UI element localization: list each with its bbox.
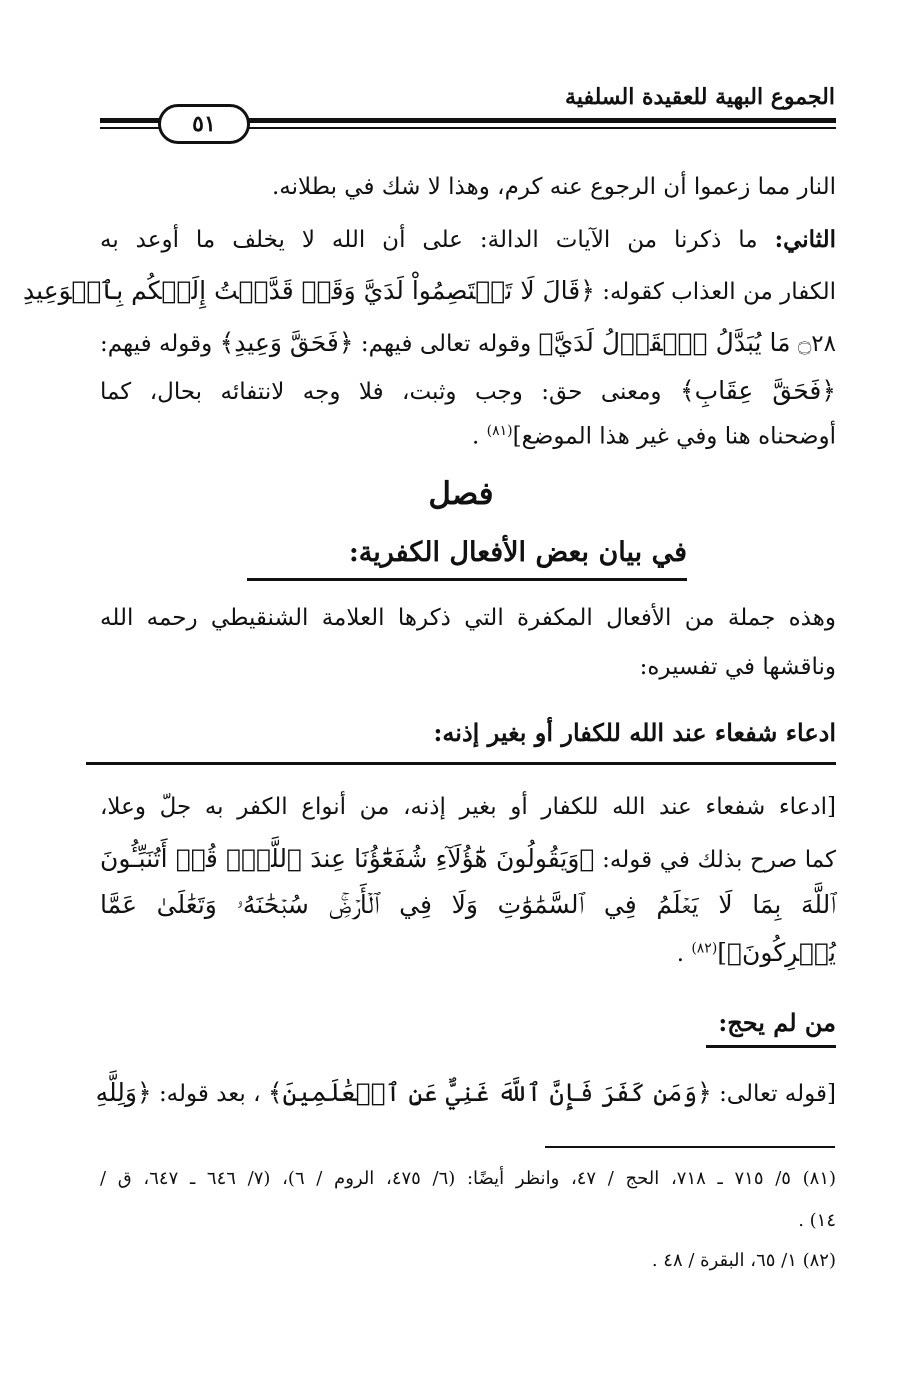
running-title: الجموع البهية للعقيدة السلفية [565, 84, 835, 110]
footnote-text: (٨٢) ١/ ٦٥، البقرة / ٤٨ . [651, 1250, 836, 1271]
body-text: ومعنى حق: وجب وثبت، فلا وجه لانتفائه بحال، كما [100, 379, 662, 405]
footnote-text: ١٤) . [798, 1210, 836, 1231]
quran-text: ﴿فَحَقَّ عِقَابِ﴾ [679, 376, 836, 405]
subsection-underline [86, 762, 836, 765]
footnote-ref[interactable]: (٨٢) [691, 940, 718, 957]
body-text: ما ذكرنا من الآيات الدالة: على أن الله لا يخلف ما أوعد به [100, 227, 758, 253]
body-text: . [472, 423, 480, 450]
quran-text: ﴿قَالَ لَا تَخۡتَصِمُواْ لَدَيَّ وَقَدۡ قَدَّمۡتُ إِلَيۡكُم بِٱلۡوَعِيدِ [23, 276, 595, 305]
body-text: النار مما زعموا أن الرجوع عنه كرم، وهذا لا شك في بطلانه. [271, 174, 836, 200]
quran-text: ﴿فَحَقَّ وَعِيدِ﴾ [219, 328, 354, 357]
quran-text: ٱللَّهَ بِمَا لَا يَعۡلَمُ فِي ٱلسَّمَٰوَٰتِ وَلَا فِي ٱلۡأَرۡضِۚ سُبۡحَٰنَهُۥ وَتَعَٰلَىٰ عَمَّا [100, 890, 836, 919]
footnote-text: (٨١) ٥/ ٧١٥ ـ ٧١٨، الحج / ٤٧، وانظر أيضًا: (٦/ ٤٧٥، الروم / ٦)، (٧/ ٦٤٦ ـ ٦٤٧، ق / [100, 1168, 837, 1189]
body-line [95, 1078, 836, 1107]
body-line [100, 424, 836, 449]
ayah-marker: ۝٢٨ [797, 331, 837, 357]
body-text: [قوله تعالى: [719, 1081, 836, 1107]
body-line [100, 607, 836, 630]
subsection-underline [706, 1045, 836, 1048]
page-number: ٥١ [192, 111, 216, 137]
body-line [100, 176, 836, 199]
footnote-ref[interactable]: (٨١) [486, 423, 513, 439]
body-line [100, 796, 836, 819]
body-line [100, 378, 836, 404]
body-text: الكفار من العذاب كقوله: [602, 279, 836, 305]
body-line [100, 892, 836, 918]
page-number-badge [158, 104, 250, 144]
footnote-81 [100, 1168, 836, 1189]
body-text: وقوله فيهم: [100, 331, 213, 357]
body-line [100, 940, 836, 966]
body-text: كما صرح بذلك في قوله: [602, 847, 836, 873]
footnote-separator [545, 1146, 835, 1148]
lead-word: الثاني: [774, 226, 836, 253]
body-text: وناقشها في تفسيره: [639, 654, 836, 680]
body-line [100, 228, 836, 252]
body-line [23, 276, 836, 305]
quran-text: مَا يُبَدَّلُ ٱلۡقَوۡلُ لَدَيَّ﴾ [538, 328, 791, 357]
quran-text: ﴿وَيَقُولُونَ هَٰٓؤُلَآءِ شُفَعَٰٓؤُنَا عِندَ ٱللَّهِۚ قُلۡ أَتُنَبِّـُٔونَ [100, 844, 595, 873]
footnote-81-cont [100, 1210, 836, 1231]
section-title-underline [247, 578, 687, 581]
body-text: ، بعد قوله: [158, 1081, 261, 1107]
chapter-heading: فصل [428, 476, 494, 512]
section-title: في بيان بعض الأفعال الكفرية: [348, 537, 687, 568]
body-line [100, 656, 836, 679]
body-text: . [676, 941, 684, 967]
quran-text: ﴿وَمَن كَفَرَ فَإِنَّ ٱللَّهَ غَنِيٌّ عَنِ ٱلۡعَٰلَمِينَ﴾ [267, 1078, 712, 1107]
body-text: [ادعاء شفعاء عند الله للكفار أو بغير إذنه، من أنواع الكفر به جلّ وعلا، [100, 794, 836, 820]
subsection-heading: من لم يحج: [718, 1008, 836, 1037]
quran-text: يُشۡرِكُونَ﴾] [717, 938, 836, 967]
body-text: وهذه جملة من الأفعال المكفرة التي ذكرها العلامة الشنقيطي رحمه الله [100, 605, 836, 631]
quran-text: ﴿وَلِلَّهِ [95, 1078, 152, 1107]
footnote-82 [100, 1250, 836, 1271]
body-text: أوضحناه هنا وفي غير هذا الموضع] [512, 423, 836, 450]
body-line [100, 846, 836, 872]
body-text: وقوله تعالى فيهم: [360, 331, 532, 357]
subsection-heading: ادعاء شفعاء عند الله للكفار أو بغير إذنه: [433, 718, 836, 747]
body-line [100, 330, 836, 356]
